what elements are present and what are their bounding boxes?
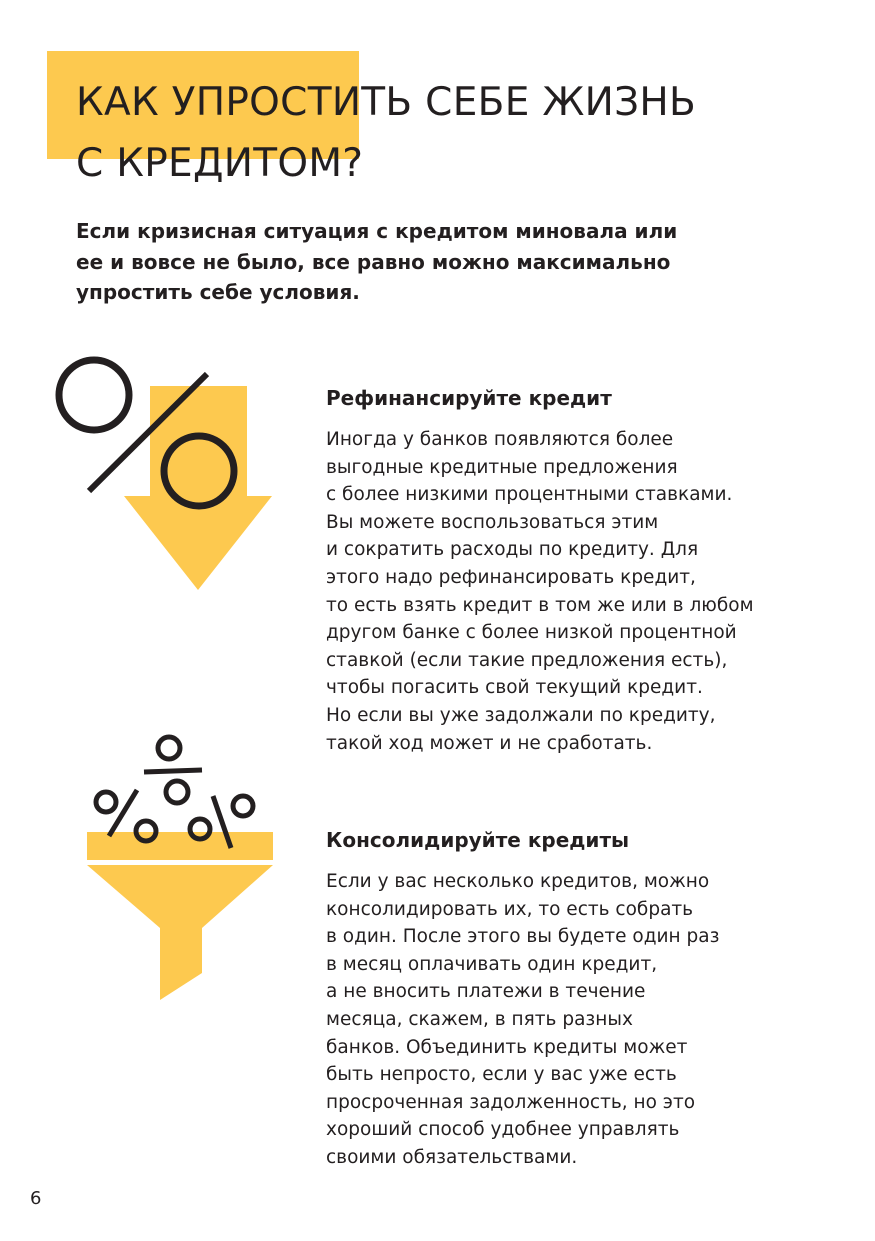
page-title-line-2: С КРЕДИТОМ?	[76, 141, 364, 186]
body-line: этого надо рефинансировать кредит,	[326, 566, 696, 588]
body-line: в месяц оплачивать один кредит,	[326, 953, 658, 975]
percent-funnel-icon	[80, 730, 280, 1005]
page-title-line-1: КАК УПРОСТИТЬ СЕБЕ ЖИЗНЬ	[76, 80, 697, 125]
lead-line: упростить себе условия.	[76, 280, 360, 304]
body-line: консолидировать их, то есть собрать	[326, 898, 694, 920]
body-line: Но если вы уже задолжали по кредиту,	[326, 704, 716, 726]
body-line: месяца, скажем, в пять разных	[326, 1008, 633, 1030]
percent-arrow-down-icon	[50, 350, 280, 600]
body-line: просроченная задолженность, но это	[326, 1091, 696, 1113]
page-title	[76, 72, 836, 194]
body-line: быть непросто, если у вас уже есть	[326, 1064, 677, 1086]
lead-line: ее и вовсе не было, все равно можно максимально	[76, 249, 671, 274]
body-line: чтобы погасить свой текущий кредит.	[326, 677, 703, 699]
body-line: банков. Объединить кредиты может	[326, 1036, 688, 1058]
body-line: Вы можете воспользоваться этим	[326, 511, 659, 533]
body-line: а не вносить платежи в течение	[326, 981, 646, 1003]
body-line: Если у вас несколько кредитов, можно	[326, 871, 710, 892]
body-line: ставкой (если такие предложения есть),	[326, 649, 728, 671]
section-body-refinance	[326, 426, 754, 757]
body-line: другом банке с более низкой процентной	[326, 622, 737, 644]
body-line: выгодные кредитные предложения	[326, 456, 678, 478]
page-number: 6	[30, 1188, 42, 1209]
section-body-consolidate	[326, 868, 719, 1172]
body-line: хороший способ удобнее управлять	[326, 1119, 680, 1141]
body-line: и сократить расходы по кредиту. Для	[326, 539, 699, 561]
lead-line: Если кризисная ситуация с кредитом миновала или	[76, 219, 678, 243]
body-line: своими обязательствами.	[326, 1146, 578, 1168]
body-line: в один. После этого вы будете один раз	[326, 926, 720, 948]
body-line: такой ход может и не сработать.	[326, 732, 653, 754]
body-line: с более низкими процентными ставками.	[326, 484, 733, 506]
section-heading-refinance: Рефинансируйте кредит	[326, 386, 612, 410]
body-line: Иногда у банков появляются более	[326, 429, 674, 450]
section-heading-consolidate: Консолидируйте кредиты	[326, 828, 630, 852]
body-line: то есть взять кредит в том же или в любом	[326, 594, 754, 616]
lead-paragraph	[76, 216, 776, 308]
